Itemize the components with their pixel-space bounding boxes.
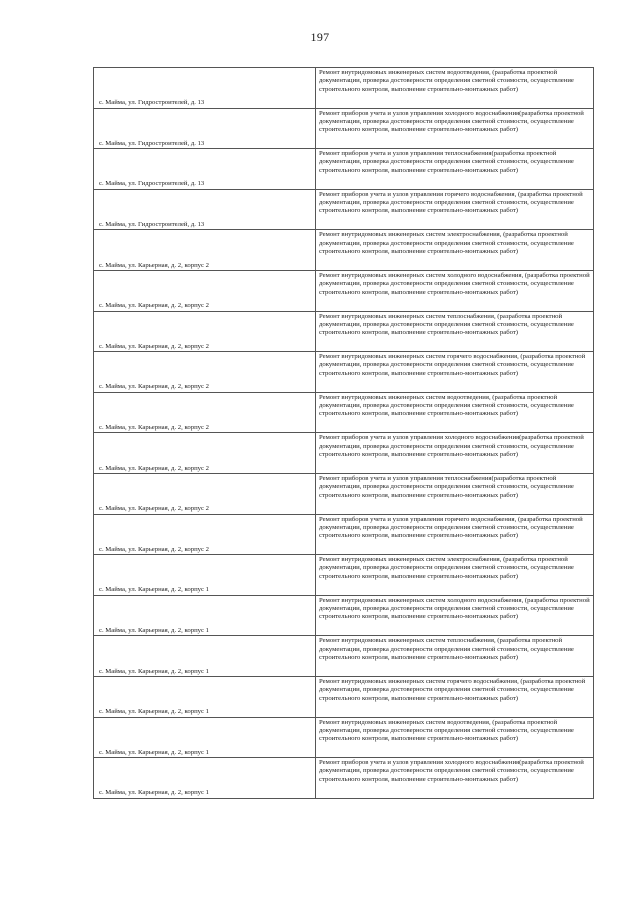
address-text: с. Майма, ул. Карьерная, д. 2, корпус 1 xyxy=(99,708,209,716)
address-text: с. Майма, ул. Карьерная, д. 2, корпус 2 xyxy=(99,261,209,269)
table-row xyxy=(94,555,594,596)
work-description-text: Ремонт приборов учета и узлов управления теплоснабжения(разработка проектной документации, проверка достоверности определения сметной стоимости, осуществление строительного контроля, выполнение строительно-монтажных работ) xyxy=(319,474,574,499)
work-description-text: Ремонт внутридомовых инженерных систем теплоснабжения, (разработка проектной документации, проверка достоверности определения сметной стоимости, осуществление строительного контроля, выполнение строительно-монтажных работ) xyxy=(319,637,574,661)
address-text: с. Майма, ул. Гидростроителей, д. 13 xyxy=(99,180,205,188)
address-text: с. Майма, ул. Карьерная, д. 2, корпус 1 xyxy=(99,667,209,675)
address-text: с. Майма, ул. Карьерная, д. 2, корпус 2 xyxy=(99,383,209,391)
address-cell xyxy=(94,717,316,758)
table-row xyxy=(94,595,594,636)
address-cell xyxy=(94,555,316,596)
table-row xyxy=(94,189,594,230)
address-cell xyxy=(94,595,316,636)
table-row xyxy=(94,514,594,555)
address-cell xyxy=(94,270,316,311)
work-description-text: Ремонт внутридомовых инженерных систем водоотведения, (разработка проектной документации, проверка достоверности определения сметной стоимости, осуществление строительного контроля, выполнение строительно-монтажных работ) xyxy=(319,718,574,743)
address-cell xyxy=(94,514,316,555)
table-row xyxy=(94,149,594,190)
work-description-cell xyxy=(316,189,594,230)
address-cell xyxy=(94,392,316,433)
table-row xyxy=(94,68,594,109)
address-text: с. Майма, ул. Карьерная, д. 2, корпус 2 xyxy=(99,464,209,472)
address-cell xyxy=(94,636,316,677)
repair-works-table xyxy=(93,67,594,799)
work-description-text: Ремонт приборов учета и узлов управления теплоснабжения(разработка проектной документации, проверка достоверности определения сметной стоимости, осуществление строительного контроля, выполнение строительно-монтажных работ) xyxy=(319,150,574,174)
address-text: с. Майма, ул. Карьерная, д. 2, корпус 2 xyxy=(99,342,209,350)
work-description-cell xyxy=(316,473,594,514)
address-cell xyxy=(94,433,316,474)
address-text: с. Майма, ул. Гидростроителей, д. 13 xyxy=(99,221,205,229)
table-row xyxy=(94,230,594,271)
work-description-cell xyxy=(316,595,594,636)
work-description-cell xyxy=(316,230,594,271)
work-description-text: Ремонт приборов учета и узлов управления горячего водоснабжения, (разработка проектной документации, проверка достоверности определения сметной стоимости, осуществление строительного контроля, выполнение строительно-монтажных работ) xyxy=(319,190,583,215)
address-cell xyxy=(94,189,316,230)
address-text: с. Майма, ул. Гидростроителей, д. 13 xyxy=(99,139,205,147)
table-row xyxy=(94,473,594,514)
table-row xyxy=(94,433,594,474)
work-description-cell xyxy=(316,514,594,555)
work-description-cell xyxy=(316,636,594,677)
work-description-text: Ремонт внутридомовых инженерных систем водоотведения, (разработка проектной документации, проверка достоверности определения сметной стоимости, осуществление строительного контроля, выполнение строительно-монтажных работ) xyxy=(319,393,574,418)
work-description-cell xyxy=(316,555,594,596)
address-cell xyxy=(94,149,316,190)
address-cell xyxy=(94,311,316,352)
work-description-text: Ремонт внутридомовых инженерных систем электроснабжения, (разработка проектной документации, проверка достоверности определения сметной стоимости, осуществление строительного контроля, выполнение строительно-монтажных работ) xyxy=(319,231,574,255)
work-description-cell xyxy=(316,68,594,109)
address-text: с. Майма, ул. Карьерная, д. 2, корпус 1 xyxy=(99,627,209,635)
table-row xyxy=(94,108,594,149)
work-description-text: Ремонт приборов учета и узлов управления холодного водоснабжения(разработка проектной документации, проверка достоверности определения сметной стоимости, осуществление строительного контроля, выполнение строительно-монтажных работ) xyxy=(319,109,584,134)
work-description-cell xyxy=(316,352,594,393)
address-text: с. Майма, ул. Карьерная, д. 2, корпус 2 xyxy=(99,424,209,432)
work-description-text: Ремонт внутридомовых инженерных систем электроснабжения, (разработка проектной документации, проверка достоверности определения сметной стоимости, осуществление строительного контроля, выполнение строительно-монтажных работ) xyxy=(319,556,574,580)
address-text: с. Майма, ул. Карьерная, д. 2, корпус 1 xyxy=(99,586,209,594)
work-description-text: Ремонт внутридомовых инженерных систем горячего водоснабжения, (разработка проектной документации, проверка достоверности определения сметной стоимости, осуществление строительного контроля, выполнение строительно-монтажных работ) xyxy=(319,353,586,377)
table-row xyxy=(94,717,594,758)
address-text: с. Майма, ул. Карьерная, д. 2, корпус 2 xyxy=(99,545,209,553)
address-cell xyxy=(94,108,316,149)
work-description-text: Ремонт внутридомовых инженерных систем горячего водоснабжения, (разработка проектной документации, проверка достоверности определения сметной стоимости, осуществление строительного контроля, выполнение строительно-монтажных работ) xyxy=(319,677,586,702)
address-text: с. Майма, ул. Карьерная, д. 2, корпус 1 xyxy=(99,748,209,756)
table-row xyxy=(94,311,594,352)
table-row xyxy=(94,636,594,677)
work-description-text: Ремонт приборов учета и узлов управления холодного водоснабжения(разработка проектной документации, проверка достоверности определения сметной стоимости, осуществление строительного контроля, выполнение строительно-монтажных работ) xyxy=(319,434,584,458)
address-text: с. Майма, ул. Карьерная, д. 2, корпус 1 xyxy=(99,789,209,797)
address-cell xyxy=(94,473,316,514)
work-description-text: Ремонт приборов учета и узлов управления горячего водоснабжения, (разработка проектной документации, проверка достоверности определения сметной стоимости, осуществление строительного контроля, выполнение строительно-монтажных работ) xyxy=(319,515,583,540)
work-description-cell xyxy=(316,149,594,190)
work-description-cell xyxy=(316,108,594,149)
table-row xyxy=(94,352,594,393)
work-description-cell xyxy=(316,676,594,717)
table-row xyxy=(94,676,594,717)
address-text: с. Майма, ул. Карьерная, д. 2, корпус 2 xyxy=(99,302,209,310)
work-description-cell xyxy=(316,392,594,433)
table-row xyxy=(94,270,594,311)
address-cell xyxy=(94,68,316,109)
address-cell xyxy=(94,352,316,393)
work-description-text: Ремонт внутридомовых инженерных систем водоотведения, (разработка проектной документации, проверка достоверности определения сметной стоимости, осуществление строительного контроля, выполнение строительно-монтажных работ) xyxy=(319,69,574,93)
work-description-cell xyxy=(316,717,594,758)
address-text: с. Майма, ул. Гидростроителей, д. 13 xyxy=(99,99,205,107)
work-description-text: Ремонт внутридомовых инженерных систем холодного водоснабжения, (разработка проектной документации, проверка достоверности определения сметной стоимости, осуществление строительного контроля, выполнение строительно-монтажных работ) xyxy=(319,596,590,621)
table-row xyxy=(94,758,594,799)
table-row xyxy=(94,392,594,433)
address-cell xyxy=(94,758,316,799)
work-description-text: Ремонт внутридомовых инженерных систем теплоснабжения, (разработка проектной документации, проверка достоверности определения сметной стоимости, осуществление строительного контроля, выполнение строительно-монтажных работ) xyxy=(319,312,574,337)
work-description-text: Ремонт внутридомовых инженерных систем холодного водоснабжения, (разработка проектной документации, проверка достоверности определения сметной стоимости, осуществление строительного контроля, выполнение строительно-монтажных работ) xyxy=(319,271,590,296)
address-cell xyxy=(94,676,316,717)
address-cell xyxy=(94,230,316,271)
work-description-cell xyxy=(316,433,594,474)
page-number: 197 xyxy=(310,30,330,44)
address-text: с. Майма, ул. Карьерная, д. 2, корпус 2 xyxy=(99,505,209,513)
work-description-text: Ремонт приборов учета и узлов управления холодного водоснабжения(разработка проектной документации, проверка достоверности определения сметной стоимости, осуществление строительного контроля, выполнение строительно-монтажных работ) xyxy=(319,759,584,783)
work-description-cell xyxy=(316,758,594,799)
table-body xyxy=(94,68,594,799)
work-description-cell xyxy=(316,311,594,352)
work-description-cell xyxy=(316,270,594,311)
